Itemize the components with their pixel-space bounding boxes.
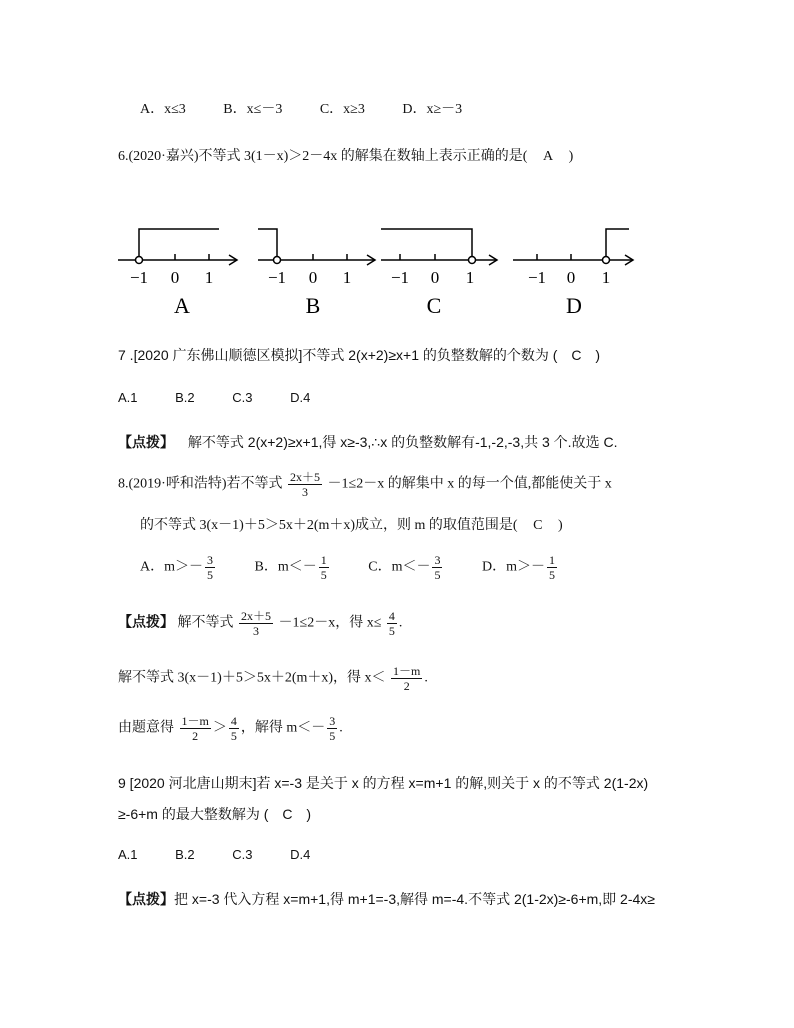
q8-line-2 <box>140 514 563 534</box>
q6-question-text: 6.(2020·嘉兴)不等式 3(1－x)＞2－4x 的解集在数轴上表示正确的是( <box>118 149 528 164</box>
q9-answer: C <box>282 806 293 822</box>
fig-b-tick-0: 0 <box>308 268 318 287</box>
fig-c-tick-1: 1 <box>465 268 475 287</box>
q8-line-1 <box>118 470 612 499</box>
frac-num: 3 <box>434 553 441 567</box>
q9-line1-text: 9 [2020 河北唐山期末]若 x=-3 是关于 x 的方程 x=m+1 的解,则关于 x 的不等式 2(1-2x) <box>118 775 649 791</box>
q8-hint3-gt: ＞ <box>212 720 227 736</box>
q9-line2-close: ) <box>306 806 311 822</box>
q5-option-d: D．x≥－3 <box>402 102 463 117</box>
q9-options <box>118 847 344 862</box>
fig-label-b: B <box>305 293 321 318</box>
q5-option-a: A．x≤3 <box>140 102 186 117</box>
frac-num: 3 <box>329 714 336 728</box>
q6-question-close: ) <box>568 149 574 164</box>
q8-option-b <box>255 553 331 582</box>
fig-d-tick-0: 0 <box>566 268 576 287</box>
q8-hint-label: 【点拨】 <box>118 613 174 630</box>
frac-num: 2x＋5 <box>241 609 272 623</box>
q8-hint3-pre: 由题意得 <box>118 720 174 736</box>
q8-option-c <box>368 553 444 582</box>
q8-hint-1 <box>118 609 402 638</box>
fig-b-tick-1: 1 <box>342 268 352 287</box>
q7-options <box>118 390 344 405</box>
fig-c-tick-neg1: −1 <box>390 268 410 287</box>
q7-hint-label: 【点拨】 <box>118 434 174 450</box>
fig-label-d: D <box>566 293 582 318</box>
q8-hint1-end: . <box>398 615 403 631</box>
frac-num: 2x＋5 <box>290 470 321 484</box>
q7-option-b: B.2 <box>175 390 195 405</box>
q8-hint3-end: . <box>339 720 343 736</box>
frac-num: 1－m <box>393 664 421 678</box>
q7-question-text: 7 .[2020 广东佛山顺德区模拟]不等式 2(x+2)≥x+1 的负整数解的个数为 ( <box>118 347 558 363</box>
q8-fraction-1 <box>288 470 322 499</box>
q8-options <box>140 553 593 582</box>
q8-answer: C <box>533 518 543 533</box>
q8-text-post: －1≤2－x 的解集中 x 的每一个值,都能使关于 x <box>327 476 612 492</box>
frac-den: 5 <box>548 568 555 582</box>
frac-den: 5 <box>329 729 336 743</box>
frac-den: 5 <box>388 624 395 638</box>
q8-line2-close: ) <box>557 518 563 533</box>
frac-den: 5 <box>207 568 213 582</box>
q7-option-a: A.1 <box>118 390 138 405</box>
frac-den: 5 <box>320 568 327 582</box>
q8-hint2-end: . <box>424 670 428 686</box>
q8-hint2-pre: 解不等式 3(x－1)＋5＞5x＋2(m＋x)，得 x＜ <box>118 670 386 686</box>
frac-num: 1－m <box>181 714 209 728</box>
frac-num: 4 <box>388 609 395 623</box>
q8-hint3-mid: ，解得 m＜－ <box>240 720 326 736</box>
q9-line-2 <box>118 804 311 824</box>
frac-den: 5 <box>230 729 237 743</box>
frac-num: 1 <box>320 553 327 567</box>
opt-fraction <box>205 553 215 582</box>
q7-hint-text: 解不等式 2(x+2)≥x+1,得 x≥-3,∴x 的负整数解有-1,-2,-3,共 3 个.故选 C. <box>187 434 618 450</box>
q8-line2-text: 的不等式 3(x－1)＋5＞5x＋2(m＋x)成立，则 m 的取值范围是( <box>140 518 518 533</box>
fig-a-tick-1: 1 <box>204 268 214 287</box>
opt-label: D．m＞－ <box>481 559 545 575</box>
q7-option-d: D.4 <box>290 390 311 405</box>
fig-label-c: C <box>426 293 442 318</box>
q8-option-a <box>140 553 217 582</box>
opt-label: A．m＞－ <box>140 559 203 575</box>
q7-answer: C <box>571 347 582 363</box>
q8-hint-3 <box>118 714 343 743</box>
fig-b-tick-neg1: −1 <box>267 268 287 287</box>
q7-hint <box>118 432 617 452</box>
opt-fraction <box>319 553 329 582</box>
q5-option-b: B．x≤－3 <box>223 102 283 117</box>
q8-hint1-mid: －1≤2－x，得 x≤ <box>278 615 382 631</box>
q8-hint2-fraction <box>391 664 422 693</box>
q8-hint3-fraction-3 <box>327 714 337 743</box>
frac-den: 2 <box>192 729 199 743</box>
q8-hint3-fraction-1 <box>180 714 211 743</box>
q7-option-c: C.3 <box>232 390 253 405</box>
q9-line2-text: ≥-6+m 的最大整数解为 ( <box>118 806 269 822</box>
frac-num: 3 <box>207 553 213 567</box>
frac-den: 3 <box>253 624 259 638</box>
q7-question <box>118 345 600 365</box>
q8-hint1-pre: 解不等式 <box>177 615 234 631</box>
opt-label: C．m＜－ <box>368 559 431 575</box>
q8-text-pre: 8.(2019·呼和浩特)若不等式 <box>118 476 283 492</box>
fig-label-a: A <box>174 293 190 318</box>
fig-a-tick-neg1: −1 <box>129 268 149 287</box>
opt-label: B．m＜－ <box>254 559 317 575</box>
q9-hint-label: 【点拨】 <box>118 891 174 907</box>
opt-fraction <box>432 553 442 582</box>
q9-option-b: B.2 <box>175 847 195 862</box>
q9-option-c: C.3 <box>232 847 253 862</box>
opt-fraction <box>547 553 557 582</box>
q9-line-1 <box>118 773 648 793</box>
q8-hint1-result-fraction <box>387 609 397 638</box>
q9-option-d: D.4 <box>290 847 311 862</box>
fig-d-tick-1: 1 <box>601 268 611 287</box>
frac-den: 3 <box>302 485 308 499</box>
q8-hint-2 <box>118 664 428 693</box>
frac-num: 4 <box>230 714 237 728</box>
frac-den: 2 <box>403 679 410 693</box>
frac-den: 5 <box>434 568 441 582</box>
fig-c-tick-0: 0 <box>430 268 440 287</box>
q6-number-line-figure <box>0 0 794 330</box>
q9-option-a: A.1 <box>118 847 138 862</box>
fig-d-tick-neg1: −1 <box>527 268 547 287</box>
q5-option-c: C．x≥3 <box>319 102 365 117</box>
q9-hint <box>118 889 655 909</box>
q8-option-d <box>482 553 559 582</box>
q6-answer: A <box>542 149 554 164</box>
q7-question-close: ) <box>595 347 601 363</box>
fig-a-tick-0: 0 <box>170 268 180 287</box>
frac-num: 1 <box>548 553 555 567</box>
q8-hint3-fraction-2 <box>229 714 239 743</box>
q9-hint-text: 把 x=-3 代入方程 x=m+1,得 m+1=-3,解得 m=-4.不等式 2(1-2x)≥-6+m,即 2-4x≥ <box>174 891 655 907</box>
q8-hint1-fraction <box>239 609 273 638</box>
